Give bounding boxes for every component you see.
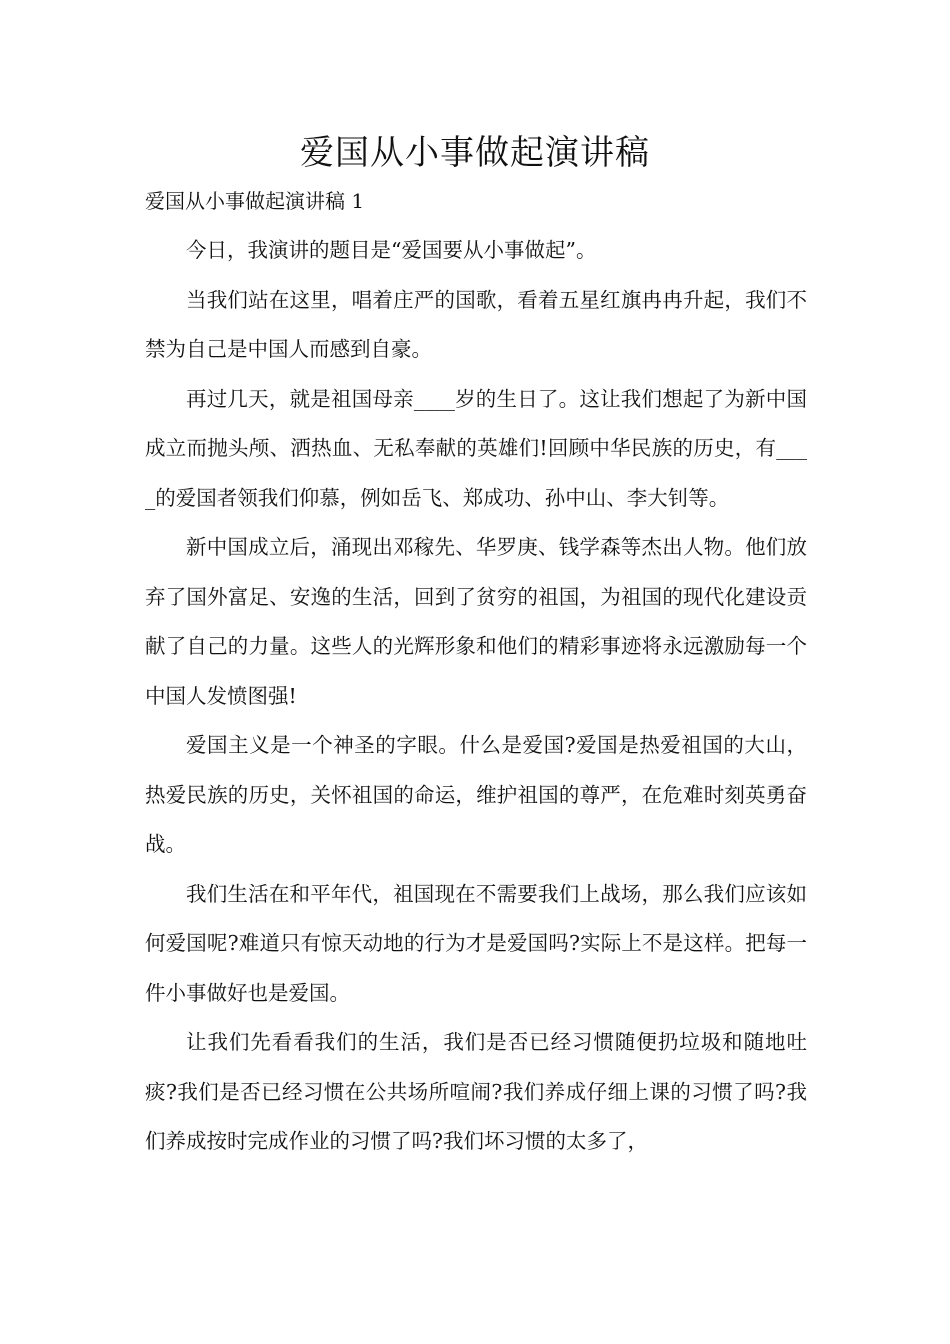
document-title: 爱国从小事做起演讲稿 <box>300 133 650 173</box>
document-body <box>145 226 807 1167</box>
paragraph-1: 今日，我演讲的题目是“爱国要从小事做起”。 <box>186 238 597 262</box>
paragraph-2: 当我们站在这里，唱着庄严的国歌，看着五星红旗冉冉升起，我们不禁为自己是中国人而感到自豪。 <box>145 287 807 361</box>
paragraph-6: 我们生活在和平年代，祖国现在不需要我们上战场，那么我们应该如何爱国呢?难道只有惊天动地的行为才是爱国吗?实际上不是这样。把每一件小事做好也是爱国。 <box>145 881 807 1005</box>
paragraph-7: 让我们先看看我们的生活，我们是否已经习惯随便扔垃圾和随地吐痰?我们是否已经习惯在公共场所喧闹?我们养成仔细上课的习惯了吗?我们养成按时完成作业的习惯了吗?我们坏习惯的太多了， <box>145 1030 807 1153</box>
paragraph-5: 爱国主义是一个神圣的字眼。什么是爱国?爱国是热爱祖国的大山，热爱民族的历史，关怀祖国的命运，维护祖国的尊严，在危难时刻英勇奋战。 <box>145 733 807 856</box>
document-subtitle: 爱国从小事做起演讲稿 1 <box>145 189 365 213</box>
paragraph-3: 再过几天，就是祖国母亲____岁的生日了。这让我们想起了为新中国成立而抛头颅、洒热血、无私奉献的英雄们!回顾中华民族的历史，有____的爱国者领我们仰慕，例如岳飞、郑成功、孙中山、李大钊等。 <box>145 386 807 510</box>
paragraph-4: 新中国成立后，涌现出邓稼先、华罗庚、钱学森等杰出人物。他们放弃了国外富足、安逸的生活，回到了贫穷的祖国，为祖国的现代化建设贡献了自己的力量。这些人的光辉形象和他们的精彩事迹将永远激励每一个中国人发愤图强! <box>145 535 807 708</box>
